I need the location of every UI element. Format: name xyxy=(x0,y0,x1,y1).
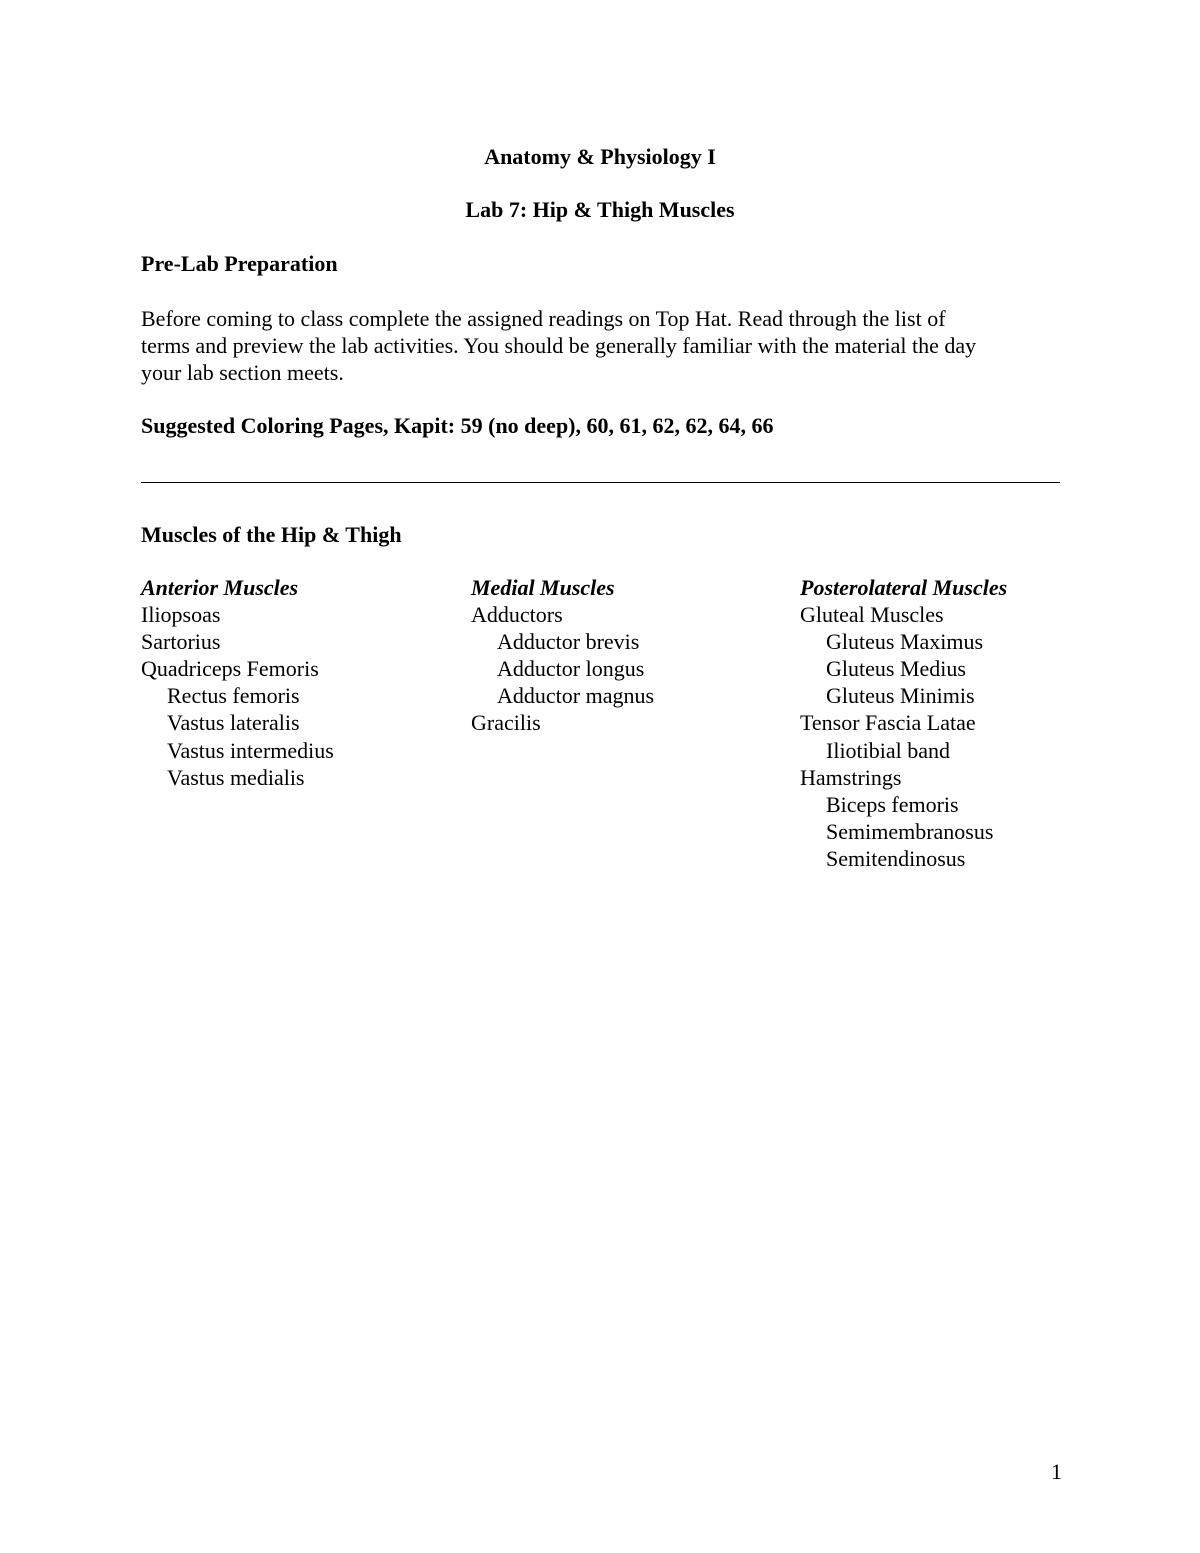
column-title: Medial Muscles xyxy=(471,575,615,600)
muscle-subitem: Semitendinosus xyxy=(826,845,966,871)
prelab-heading: Pre-Lab Preparation xyxy=(141,251,338,276)
muscle-subitem: Semimembranosus xyxy=(826,818,994,844)
muscle-subitem: Vastus lateralis xyxy=(167,710,300,736)
muscle-item: Adductors xyxy=(471,602,563,628)
document-title: Anatomy & Physiology I xyxy=(484,144,716,169)
muscle-item: Gluteal Muscles xyxy=(800,602,944,628)
muscle-subitem: Vastus intermedius xyxy=(167,737,334,763)
muscle-item: Hamstrings xyxy=(800,764,902,790)
muscle-subitem: Gluteus Medius xyxy=(826,656,966,682)
page-number: 1 xyxy=(1051,1459,1062,1484)
column-title: Anterior Muscles xyxy=(141,575,299,600)
muscle-subitem: Adductor longus xyxy=(497,656,645,682)
muscle-subitem: Vastus medialis xyxy=(167,764,305,790)
medial-muscles-column xyxy=(471,574,654,737)
prelab-paragraph-line: terms and preview the lab activities. You should be generally familiar with the material the day xyxy=(141,333,977,358)
muscle-subitem: Rectus femoris xyxy=(167,683,300,709)
muscle-item: Gracilis xyxy=(471,710,541,736)
prelab-paragraph-line: Before coming to class complete the assigned readings on Top Hat. Read through the list of xyxy=(141,306,946,331)
muscle-subitem: Gluteus Maximus xyxy=(826,629,984,655)
muscle-subitem: Biceps femoris xyxy=(826,791,959,817)
anterior-muscles-column xyxy=(141,574,334,791)
horizontal-rule xyxy=(141,482,1060,483)
muscle-subitem: Adductor magnus xyxy=(497,683,655,709)
lab-title: Lab 7: Hip & Thigh Muscles xyxy=(465,197,735,222)
muscles-heading: Muscles of the Hip & Thigh xyxy=(141,522,402,547)
muscle-item: Quadriceps Femoris xyxy=(141,656,319,682)
muscle-subitem: Adductor brevis xyxy=(497,629,640,655)
muscle-item: Sartorius xyxy=(141,629,221,655)
prelab-paragraph xyxy=(141,305,1061,386)
muscle-subitem: Gluteus Minimis xyxy=(826,683,975,709)
prelab-paragraph-line: your lab section meets. xyxy=(141,360,344,385)
muscle-item: Iliopsoas xyxy=(141,602,221,628)
column-title: Posterolateral Muscles xyxy=(800,575,1008,600)
muscle-item: Tensor Fascia Latae xyxy=(800,710,976,736)
muscle-subitem: Iliotibial band xyxy=(826,737,951,763)
coloring-pages-note: Suggested Coloring Pages, Kapit: 59 (no deep), 60, 61, 62, 62, 64, 66 xyxy=(141,413,774,438)
posterolateral-muscles-column xyxy=(800,574,1007,872)
